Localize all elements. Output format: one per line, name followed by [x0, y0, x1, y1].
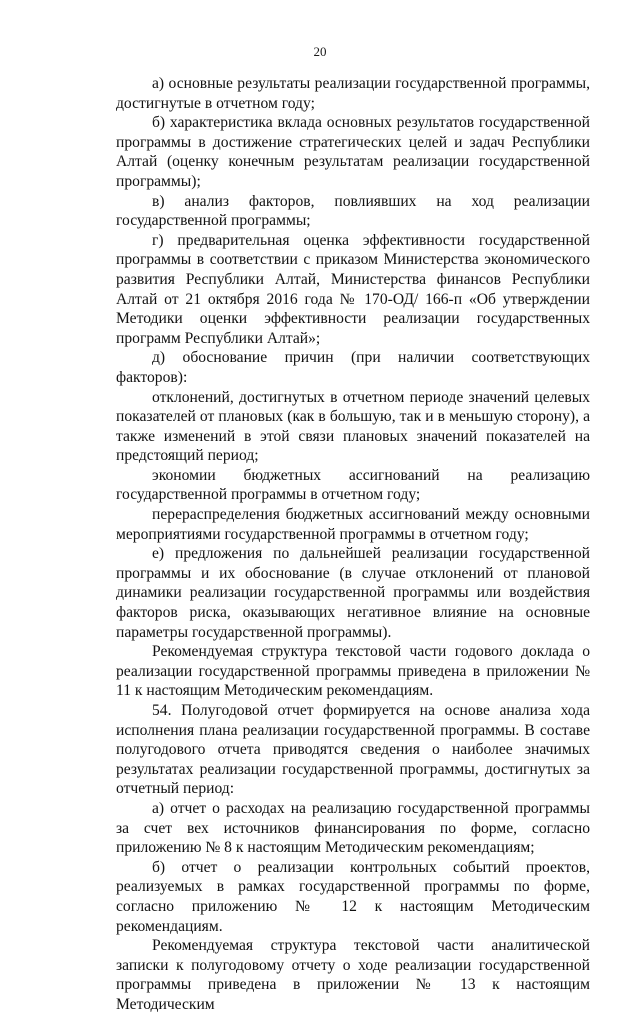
paragraph-g-efficiency-assessment: г) предварительная оценка эффективности государственной программы в соответствии с приказом Министерства экономического развития Республики Алтай, Министерства финансов Республики Алтай от 21 октября 2016 года № 170-ОД/ 166-п «Об утверждении Методики оценки эффективности реализации государственных программ Республики Алтай»;	[116, 231, 590, 347]
paragraph-v-factor-analysis: в) анализ факторов, повлиявших на ход реализации государственной программы;	[116, 192, 590, 230]
paragraph-b-contribution: б) характеристика вклада основных результатов государственной программы в достижение стратегических целей и задач Республики Алтай (оценку конечным результатам реализации государственной программы);	[116, 114, 590, 190]
paragraph-a-main-results: а) основные результаты реализации государственной программы, достигнутые в отчетном году;	[116, 75, 590, 112]
paragraph-budget-redistribution: перераспределения бюджетных ассигнований между основными мероприятиями государственной программы в отчетном году;	[116, 506, 590, 543]
paragraph-e-proposals: е) предложения по дальнейшей реализации государственной программы и их обоснование (в случае отклонений от плановой динамики реализации государственной программы или воздействия факторов риска, оказывающих негативное влияние на основные параметры государственной программы).	[116, 545, 590, 641]
paragraph-a-expenses-report: а) отчет о расходах на реализацию государственной программы за счет вех источников финансирования по форме, согласно приложению № 8 к настоящим Методическим рекомендациям;	[116, 799, 590, 857]
body-text	[116, 74, 590, 1015]
paragraph-deviations: отклонений, достигнутых в отчетном периоде значений целевых показателей от плановых (как в большую, так и в меньшую сторону), а также изменений в этой связи плановых значений показателей на предстоящий период;	[116, 388, 590, 465]
paragraph-analytical-note-structure: Рекомендуемая структура текстовой части аналитической записки к полугодовому отчету о ходе реализации государственной программы приведена в приложении № 13 к настоящим Методическим	[116, 937, 590, 1013]
paragraph-b-control-events-report: б) отчет о реализации контрольных событий проектов, реализуемых в рамках государственной программы по форме, согласно приложению № 12 к настоящим Методическим рекомендациям.	[116, 858, 590, 935]
paragraph-54-semiannual-report: 54. Полугодовой отчет формируется на основе анализа хода исполнения плана реализации государственной программы. В составе полугодового отчета приводятся сведения о наиболее значимых результатах реализации государственной программы, достигнутых за отчетный период:	[116, 702, 590, 798]
paragraph-budget-savings: экономии бюджетных ассигнований на реализацию государственной программы в отчетном году;	[116, 466, 590, 504]
paragraph-d-justification: д) обоснование причин (при наличии соответствующих факторов):	[116, 349, 590, 386]
page-number: 20	[313, 44, 327, 59]
paragraph-annual-report-structure: Рекомендуемая структура текстовой части годового доклада о реализации государственной программы приведена в приложении № 11 к настоящим Методическим рекомендациям.	[116, 643, 590, 700]
